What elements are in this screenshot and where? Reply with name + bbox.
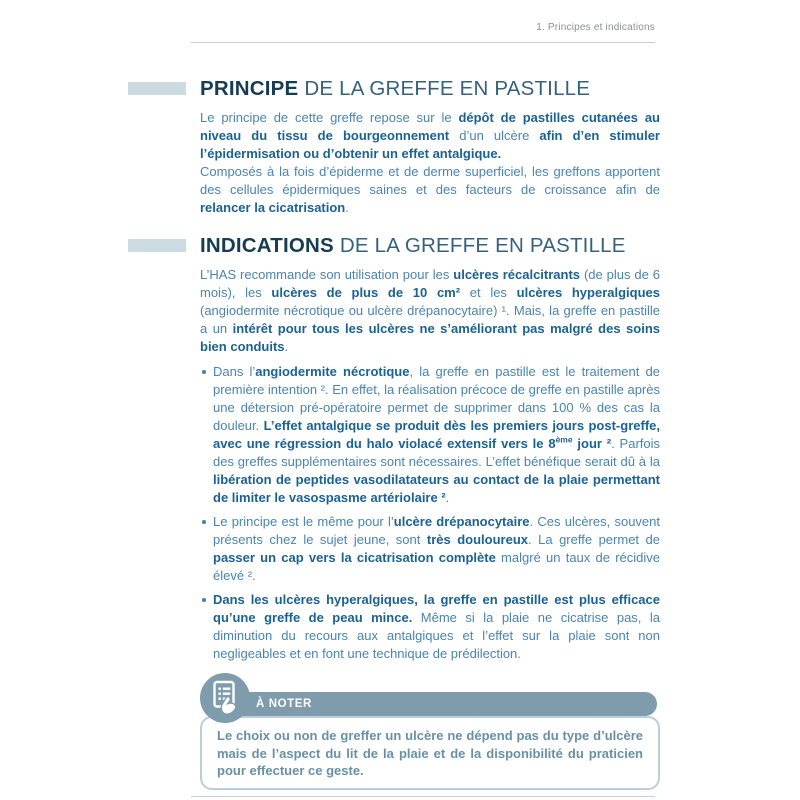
section-indications xyxy=(200,233,660,663)
bullet-item xyxy=(200,513,660,585)
principe-title xyxy=(200,76,660,101)
header-rule xyxy=(191,42,655,43)
bullet-text: Le principe est le même pour l’ulcère drépanocytaire. Ces ulcères, souvent présents chez le sujet jeune, sont très douloureux. La greffe permet de passer un cap vers la cicatrisation complète malgré un taux de récidive élevé ². xyxy=(213,514,660,583)
note-badge xyxy=(200,673,250,723)
bullet-item xyxy=(200,363,660,507)
note-callout xyxy=(200,673,660,790)
principe-paragraph: Composés à la fois d’épiderme et de derme superficiel, les greffons apportent des cellules épidermiques saines et des facteurs de croissance afin de relancer la cicatrisation. xyxy=(200,164,660,215)
heading-accent-bar xyxy=(128,82,186,95)
indications-bullet-list xyxy=(200,363,660,663)
bullet-marker-icon xyxy=(202,598,206,602)
indications-intro: L’HAS recommande son utilisation pour les ulcères récalcitrants (de plus de 6 mois), les ulcères de plus de 10 cm² et les ulcères hyperalgiques (angiodermite nécrotique ou ulcère drépanocytaire) ¹. Mais, la greffe en pastille a un intérêt pour tous les ulcères ne s’améliorant pas malgré des soins bien conduits. xyxy=(200,267,661,354)
principe-title-rest: DE LA GREFFE EN PASTILLE xyxy=(298,77,591,100)
bullet-text: Dans l’angiodermite nécrotique, la greffe en pastille est le traitement de première intention ². En effet, la réalisation précoce de greffe en pastille après une détersion pré-opératoire permet de supprimer dans 100 % des cas la douleur. L’effet antalgique se produit dès les premiers jours post-greffe, avec une régression du halo violacé extensif vers le 8ème jour ². Parfois des greffes supplémentaires sont nécessaires. L’effet bénéfique serait dû à la libération de peptides vasodilatateurs au contact de la plaie permettant de limiter le vasospasme artériolaire ². xyxy=(213,364,661,505)
principe-heading xyxy=(200,76,660,101)
indications-heading xyxy=(200,233,660,258)
page-content xyxy=(200,76,660,790)
note-header-bar xyxy=(240,692,657,716)
indications-title-rest: DE LA GREFFE EN PASTILLE xyxy=(333,234,626,257)
indications-title-strong: INDICATIONS xyxy=(200,234,334,257)
bullet-marker-icon xyxy=(202,520,206,524)
section-principe xyxy=(200,76,660,217)
principe-paragraph: Le principe de cette greffe repose sur le dépôt de pastilles cutanées au niveau du tissu de bourgeonnement d’un ulcère afin d’en stimuler l’épidermisation ou d’obtenir un effet antalgique. xyxy=(200,110,660,161)
note-body-box xyxy=(200,716,660,790)
indications-title xyxy=(200,233,660,258)
bullet-marker-icon xyxy=(202,370,206,374)
note-document-hand-icon xyxy=(200,673,250,723)
note-label: À NOTER xyxy=(256,698,312,710)
heading-accent-bar xyxy=(128,239,186,252)
note-body-text: Le choix ou non de greffer un ulcère ne dépend pas du type d’ulcère mais de l’aspect du lit de la plaie et de la disponibilité du praticien pour effectuer ce geste. xyxy=(217,728,643,778)
footer-rule xyxy=(191,796,655,797)
bullet-item xyxy=(200,591,660,663)
page-header-label: 1. Principes et indications xyxy=(536,22,655,33)
bullet-text: Dans les ulcères hyperalgiques, la greffe en pastille est plus efficace qu’une greffe de peau mince. Même si la plaie ne cicatrise pas, la diminution du recours aux antalgiques et l’effet sur la plaie sont non negligeables et en font une technique de prédilection. xyxy=(213,592,660,661)
principe-title-strong: PRINCIPE xyxy=(200,77,299,100)
